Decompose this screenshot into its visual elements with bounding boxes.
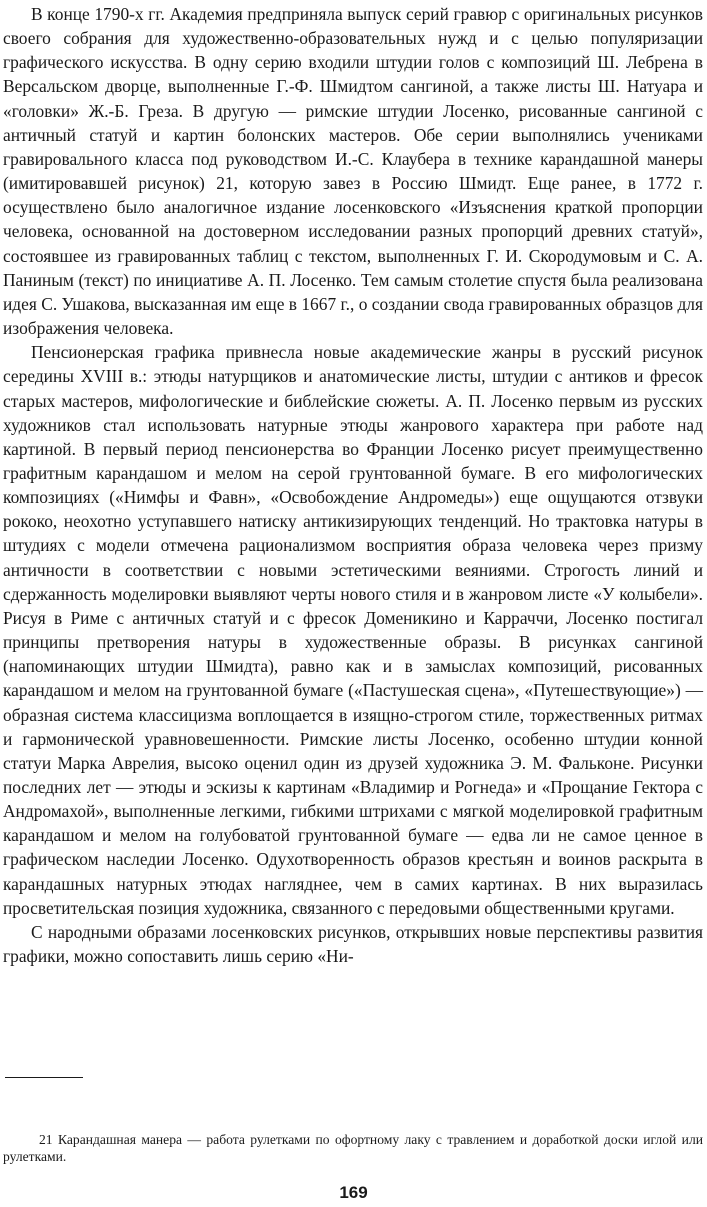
paragraph-2: Пенсионерская графика привнесла новые академические жанры в русский рисунок середины XVIII в.: этюды натурщиков и анатомические листы, штудии с антиков и фресок старых мастеров, мифологические и библейские сюжеты. А. П. Лосенко первым из русских художников стал использовать натурные этюды жанрового характера при работе над картиной. В первый период пенсионерства во Франции Лосенко рисует преимущественно графитным карандашом и мелом на серой грунтованной бумаге. В его мифологических композициях («Нимфы и Фавн», «Освобождение Андромеды») еще ощущаются отзвуки рококо, неохотно уступавшего натиску антикизирующих тенденций. Но трактовка натуры в штудиях с модели отмечена рационализмом восприятия образа человека через призму античности в соответствии с новыми эстетическими веяниями. Строгость линий и сдержанность моделировки выявляют черты нового стиля и в жанровом листе «У колыбели». Рисуя в Риме с античных статуй и с фресок Доменикино и Карраччи, Лосенко постигал принципы претворения натуры в художественные образы. В рисунках сангиной (напоминающих штудии Шмидта), равно как и в замыслах композиций, рисованных карандашом и мелом на грунтованной бумаге («Пастушеская сцена», «Путешествующие») — образная система классицизма воплощается в изящно-строгом стиле, торжественных ритмах и гармонической уравновешенности. Римские листы Лосенко, особенно штудии конной статуи Марка Аврелия, высоко оценил один из друзей художника Э. М. Фальконе. Рисунки последних лет — этюды и эскизы к картинам «Владимир и Рогнеда» и «Прощание Гектора с Андромахой», выполненные легкими, гибкими штрихами с мягкой моделировкой графитным карандашом и мелом на голубоватой грунтованной бумаге — едва ли не самое ценное в графическом наследии Лосенко. Одухотворенность образов крестьян и воинов раскрыта в карандашных натурных этюдах нагляднее, чем в самих картинах. В них выразилась просветительская позиция художника, связанного с передовыми общественными кругами. [3, 342, 703, 918]
footnote [3, 1131, 703, 1165]
page-number: 169 [339, 1183, 368, 1202]
footnote-divider [5, 1077, 83, 1078]
footnote-text: 21 Карандашная манера — работа рулетками по офортному лаку с травлением и доработкой доски иглой или рулетками. [3, 1132, 703, 1164]
paragraph-3: С народными образами лосенковских рисунков, открывших новые перспективы развития графики, можно сопоставить лишь серию «Ни- [3, 921, 703, 967]
paragraph-1: В конце 1790-х гг. Академия предприняла выпуск серий гравюр с оригинальных рисунков своего собрания для художественно-образовательных нужд и с целью популяризации графического искусства. В одну серию входили штудии голов с композиций Ш. Лебрена в Версальском дворце, выполненные Г.-Ф. Шмидтом сангиной, а также листы Ш. Натуара и «головки» Ж.-Б. Греза. В другую — римские штудии Лосенко, рисованные сангиной с античный статуй и картин болонских мастеров. Обе серии выполнялись учениками гравировального класса под руководством И.-С. Клаубера в технике карандашной манеры (имитировавшей рисунок) 21, которую завез в Россию Шмидт. Еще ранее, в 1772 г. осуществлено было аналогичное издание лосенковского «Изъяснения краткой пропорции человека, основанной на достоверном исследовании разных пропорций древних статуй», состоявшее из гравированных таблиц с текстом, выполненных Г. И. Скородумовым и С. А. Паниным (текст) по инициативе А. П. Лосенко. Тем самым столетие спустя была реализована идея С. Ушакова, высказанная им еще в 1667 г., о создании свода гравированных образцов для изображения человека. [3, 4, 703, 339]
body-text [3, 2, 703, 968]
